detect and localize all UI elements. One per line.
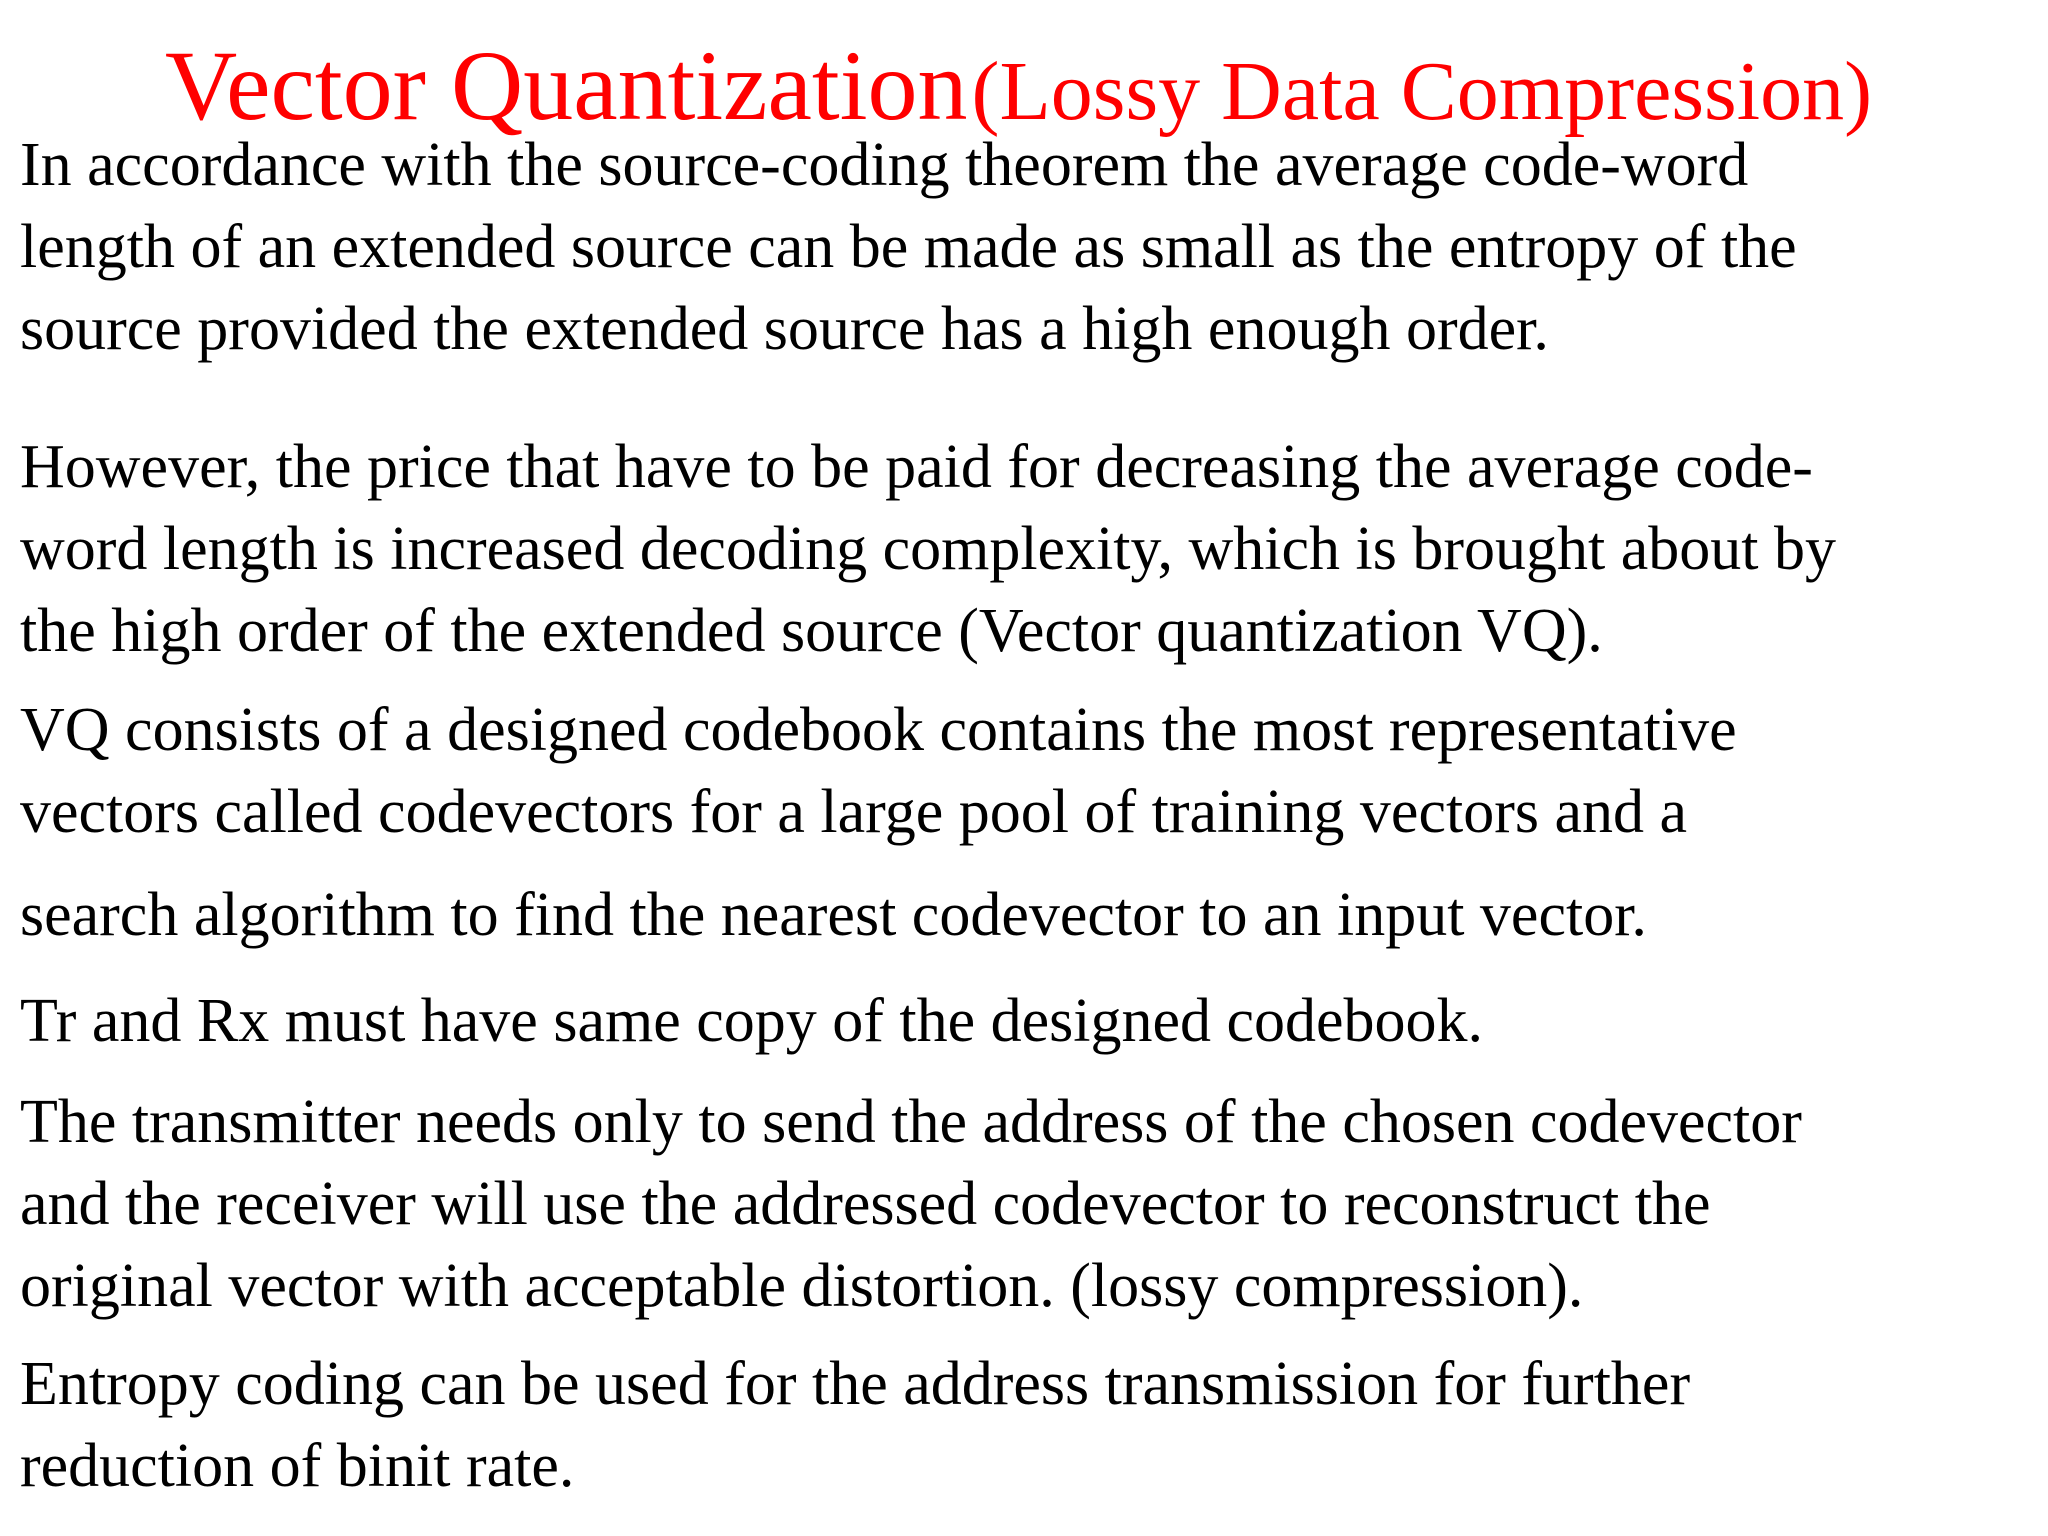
paragraph-decoding-complexity — [20, 426, 1836, 672]
paragraph-line: Tr and Rx must have same copy of the designed codebook. — [20, 987, 1484, 1055]
paragraph-line: Entropy coding can be used for the address transmission for further — [20, 1350, 1691, 1418]
paragraph-tr-rx-codebook — [20, 980, 1483, 1062]
paragraph-line: reduction of binit rate. — [20, 1432, 575, 1500]
paragraph-entropy-coding — [20, 1343, 1690, 1507]
paragraph-line: In accordance with the source-coding theorem the average code-word — [20, 131, 1749, 199]
paragraph-vq-codebook — [20, 689, 1737, 853]
paragraph-transmitter-receiver — [20, 1081, 1802, 1327]
slide-title — [165, 30, 1873, 141]
paragraph-line: the high order of the extended source (Vector quantization VQ). — [20, 597, 1603, 665]
slide-title-subtitle: (Lossy Data Compression) — [971, 45, 1873, 138]
paragraph-line: length of an extended source can be made as small as the entropy of the — [20, 213, 1797, 281]
paragraph-line: However, the price that have to be paid for decreasing the average code- — [20, 433, 1813, 501]
paragraph-line: original vector with acceptable distortion. (lossy compression). — [20, 1252, 1584, 1320]
paragraph-line: search algorithm to find the nearest codevector to an input vector. — [20, 881, 1647, 949]
paragraph-line: source provided the extended source has a high enough order. — [20, 295, 1549, 363]
paragraph-line: VQ consists of a designed codebook contains the most representative — [20, 696, 1737, 764]
paragraph-line: vectors called codevectors for a large pool of training vectors and a — [20, 778, 1688, 846]
paragraph-source-coding-theorem — [20, 124, 1797, 370]
slide-title-main: Vector Quantization — [165, 30, 968, 141]
paragraph-line: The transmitter needs only to send the address of the chosen codevector — [20, 1088, 1802, 1156]
paragraph-search-algorithm — [20, 874, 1647, 956]
paragraph-line: and the receiver will use the addressed codevector to reconstruct the — [20, 1170, 1711, 1238]
paragraph-line: word length is increased decoding complexity, which is brought about by — [20, 515, 1836, 583]
